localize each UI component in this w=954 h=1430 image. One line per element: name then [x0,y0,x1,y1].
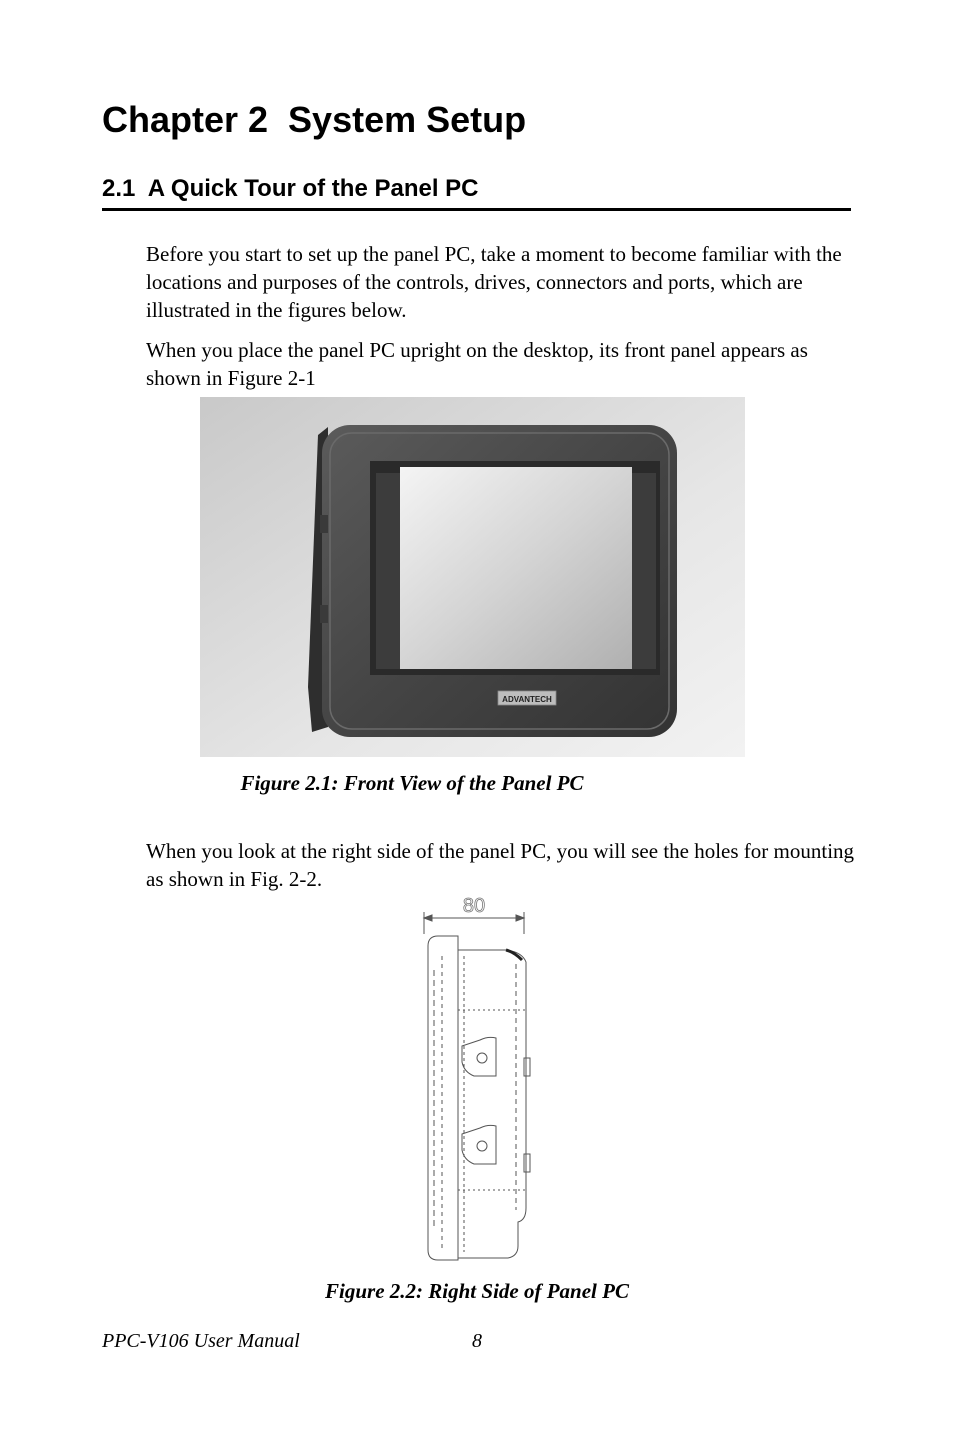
brand-label: ADVANTECH [502,695,552,704]
footer-manual-name: PPC-V106 User Manual [102,1330,300,1352]
right-side-paragraph: When you look at the right side of the panel PC, you will see the holes for mounting as shown in Fig. 2-2. [146,839,855,891]
front-view-figure [200,397,745,757]
chapter-title: Chapter 2 System Setup [102,99,527,140]
dimension-label: 80 [462,895,486,917]
page-number: 8 [472,1330,482,1352]
section-heading: 2.1 A Quick Tour of the Panel PC [102,172,851,211]
right-side-figure [418,890,533,1268]
figure-caption-1: Figure 2.1: Front View of the Panel PC [240,771,584,795]
figure-caption-2: Figure 2.2: Right Side of Panel PC [325,1279,629,1303]
front-panel-paragraph: When you place the panel PC upright on the desktop, its front panel appears as shown in Figure 2-1 [146,338,808,390]
intro-paragraph: Before you start to set up the panel PC, take a moment to become familiar with the locations and purposes of the controls, drives, connectors and ports, which are illustrated in the figures below. [146,242,842,322]
